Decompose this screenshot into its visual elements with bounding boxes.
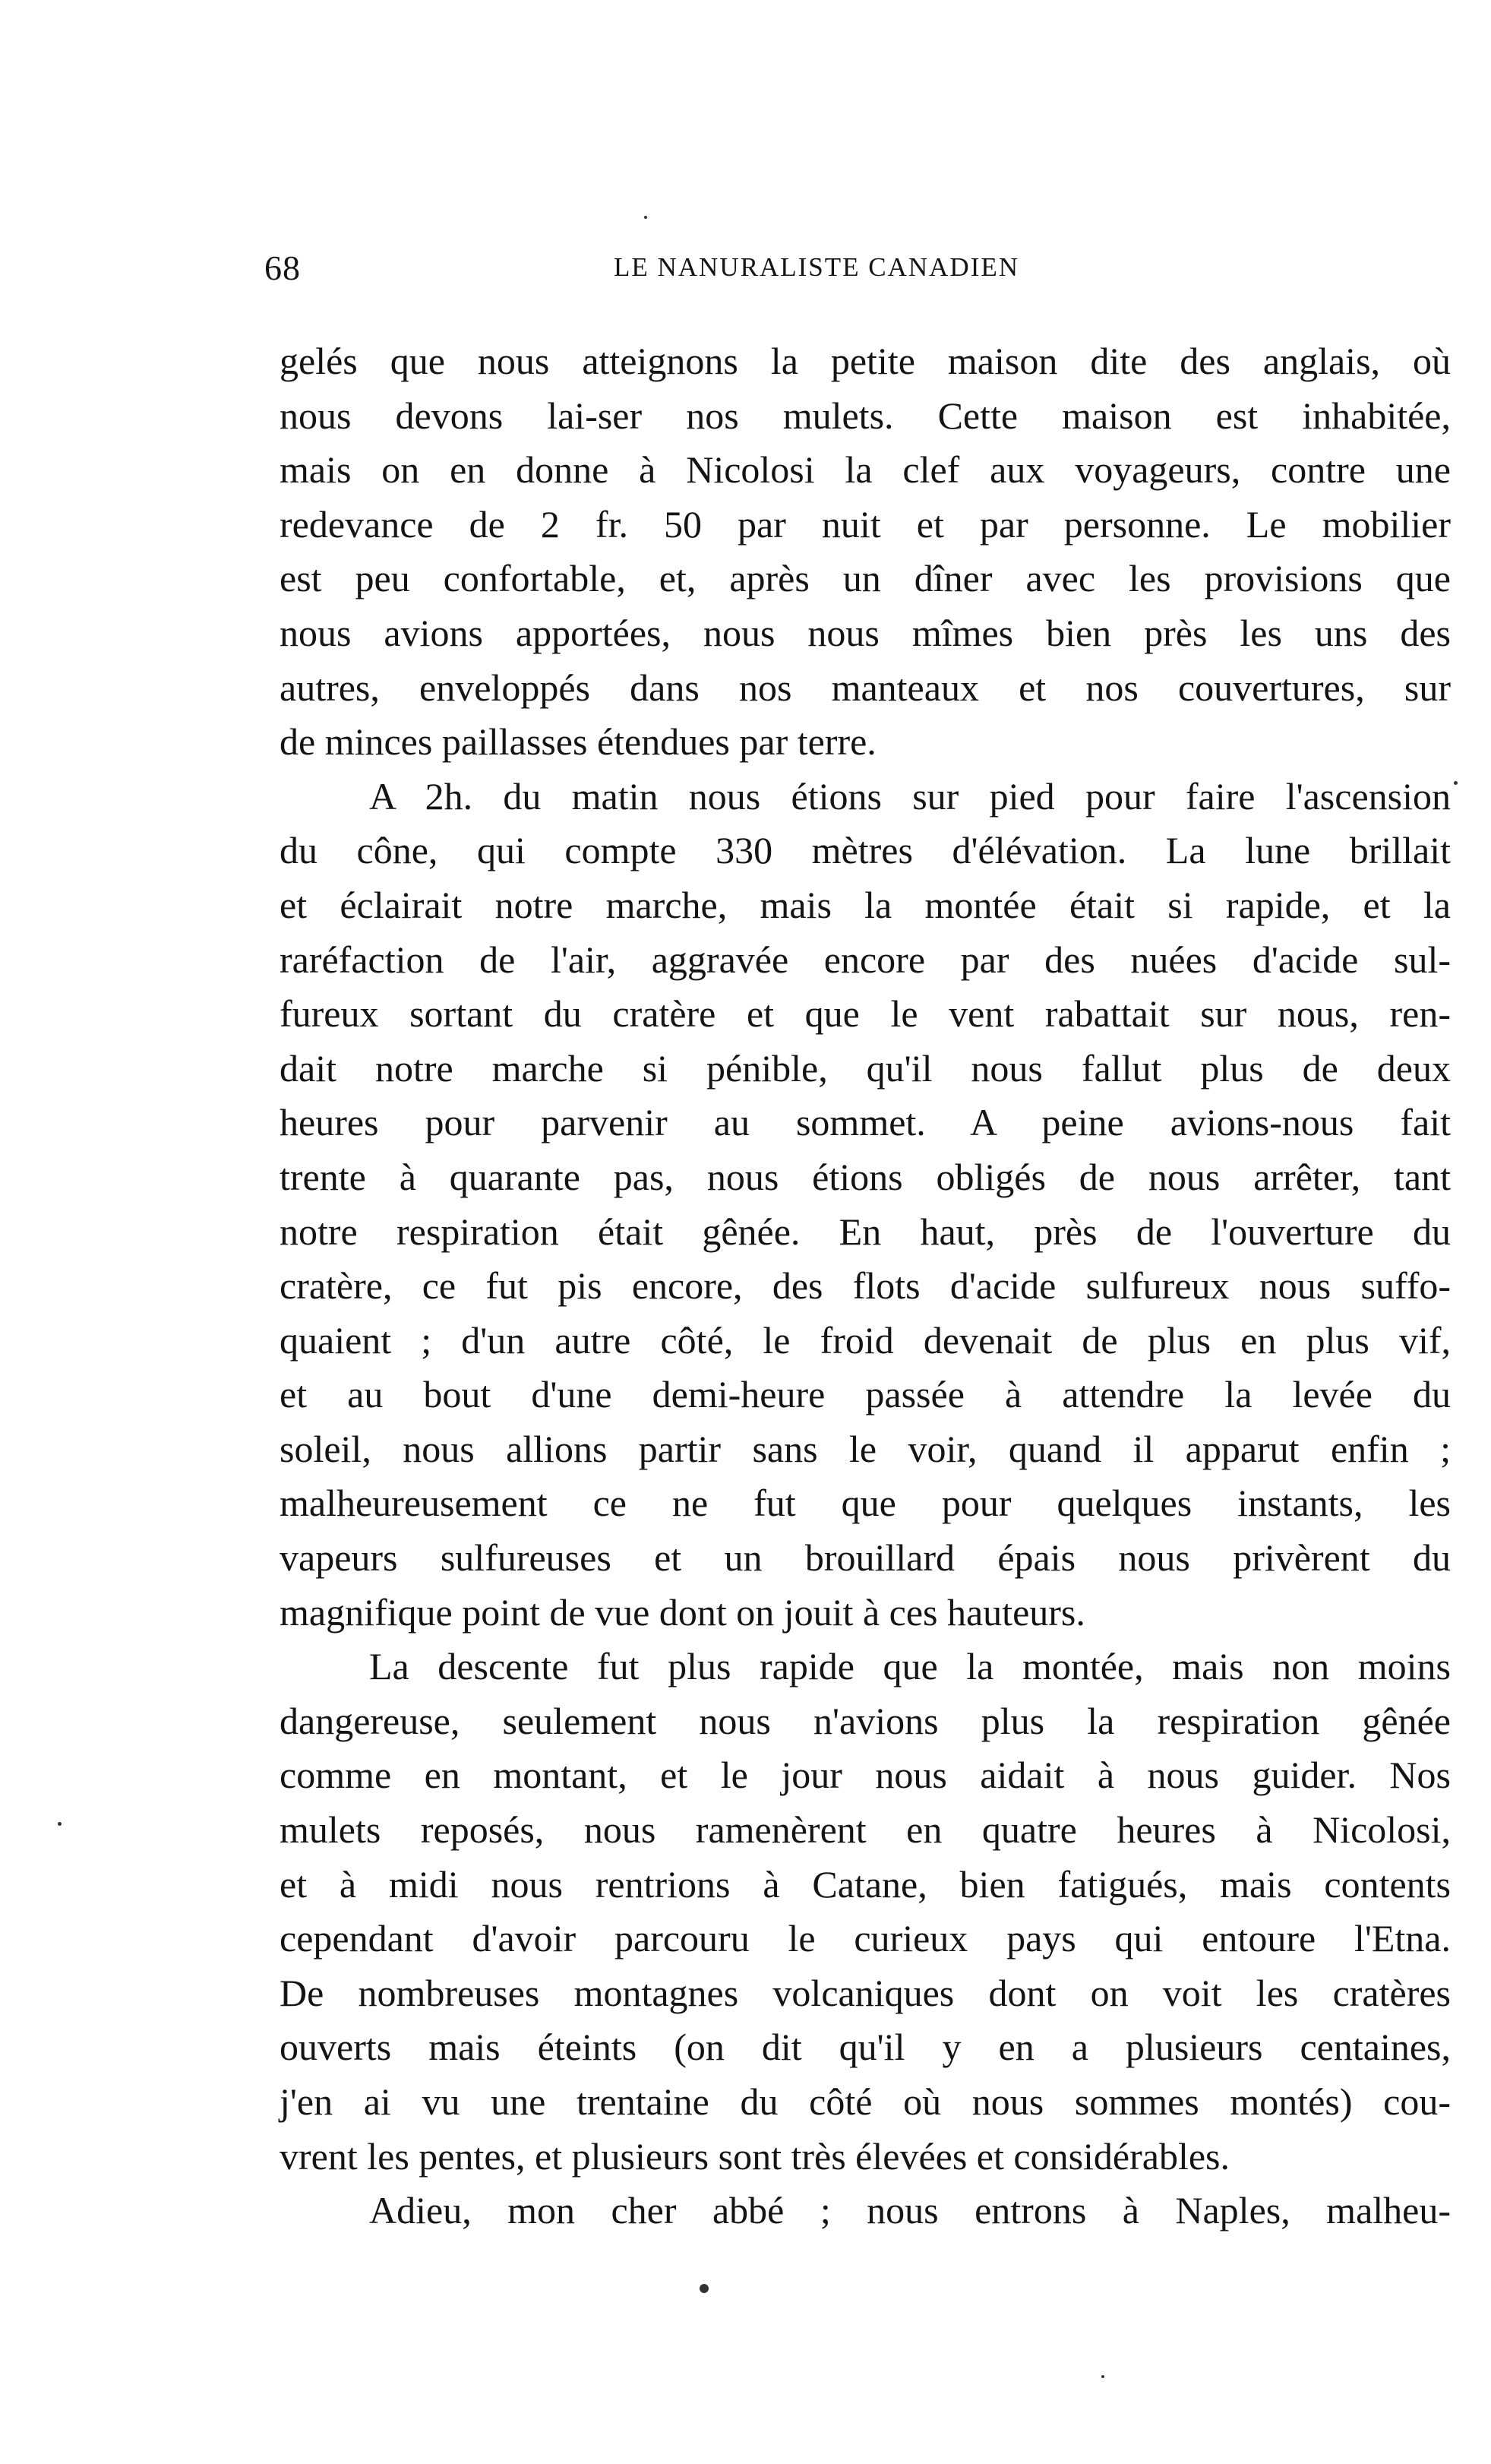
text-line: gelés que nous atteignons la petite maison dite des anglais, où (280, 340, 1451, 382)
text-line: vrent les pentes, et plusieurs sont très élevées et considérables. (280, 2134, 1230, 2178)
text-line: dangereuse, seulement nous n'avions plus la respiration gênée (280, 1699, 1451, 1742)
text-line: Adieu, mon cher abbé ; nous entrons à Naples, malheu- (369, 2189, 1451, 2232)
text-line: cependant d'avoir parcouru le curieux pays qui entoure l'Etna. (280, 1917, 1451, 1960)
text-line: magnifique point de vue dont on jouit à ces hauteurs. (280, 1590, 1085, 1634)
text-line: vapeurs sulfureuses et un brouillard épais nous privèrent du (280, 1536, 1451, 1580)
text-line: fureux sortant du cratère et que le vent rabattait sur nous, ren- (280, 992, 1451, 1036)
text-line: quaient ; d'un autre côté, le froid devenait de plus en plus vif, (280, 1318, 1451, 1362)
body-text (280, 334, 1451, 2238)
text-line: de minces paillasses étendues par terre. (280, 720, 877, 764)
page-number: 68 (264, 248, 301, 287)
text-line: soleil, nous allions partir sans le voir, quand il apparut enfin ; (280, 1427, 1451, 1470)
text-line: du cône, qui compte 330 mètres d'élévation. La lune brillait (280, 829, 1451, 872)
text-line: et au bout d'une demi-heure passée à attendre la levée du (280, 1373, 1451, 1416)
text-line: cratère, ce fut pis encore, des flots d'acide sulfureux nous suffo- (280, 1264, 1451, 1308)
text-line: j'en ai vu une trentaine du côté où nous sommes montés) cou- (280, 2080, 1451, 2123)
scan-speck (58, 1822, 62, 1826)
text-line: comme en montant, et le jour nous aidait à nous guider. Nos (280, 1754, 1451, 1797)
text-line: malheureusement ce ne fut que pour quelques instants, les (280, 1482, 1451, 1525)
scan-speck (700, 2284, 709, 2293)
text-line: autres, enveloppés dans nos manteaux et nos couvertures, sur (280, 666, 1451, 709)
text-line: nous devons lai-ser nos mulets. Cette maison est inhabitée, (280, 394, 1451, 437)
text-line: redevance de 2 fr. 50 par nuit et par personne. Le mobilier (280, 502, 1451, 546)
text-line: et à midi nous rentrions à Catane, bien fatigués, mais contents (280, 1862, 1451, 1906)
text-line: ouverts mais éteints (on dit qu'il y en a plusieurs centaines, (280, 2026, 1451, 2069)
page-header (264, 248, 1107, 293)
scan-speck (644, 216, 647, 219)
text-line: mulets reposés, nous ramenèrent en quatre heures à Nicolosi, (280, 1808, 1451, 1852)
text-line: et éclairait notre marche, mais la montée était si rapide, et la (280, 883, 1451, 926)
text-line: nous avions apportées, nous nous mîmes bien près les uns des (280, 611, 1451, 654)
running-title: LE NANURALISTE CANADIEN (614, 252, 1020, 282)
text-line: raréfaction de l'air, aggravée encore par des nuées d'acide sul- (280, 938, 1451, 981)
text-line: A 2h. du matin nous étions sur pied pour faire l'ascension (369, 774, 1451, 818)
text-line: heures pour parvenir au sommet. A peine avions-nous fait (280, 1101, 1451, 1144)
text-line: mais on en donne à Nicolosi la clef aux voyageurs, contre une (280, 448, 1451, 492)
scan-speck (1101, 2375, 1104, 2378)
text-line: La descente fut plus rapide que la montée, mais non moins (369, 1645, 1451, 1688)
text-line: De nombreuses montagnes volcaniques dont on voit les cratères (280, 1971, 1451, 2014)
text-line: dait notre marche si pénible, qu'il nous fallut plus de deux (280, 1046, 1451, 1090)
scan-speck (1454, 781, 1458, 785)
text-line: est peu confortable, et, après un dîner avec les provisions que (280, 557, 1451, 600)
text-line: notre respiration était gênée. En haut, près de l'ouverture du (280, 1210, 1451, 1253)
text-line: trente à quarante pas, nous étions obligés de nous arrêter, tant (280, 1155, 1451, 1198)
